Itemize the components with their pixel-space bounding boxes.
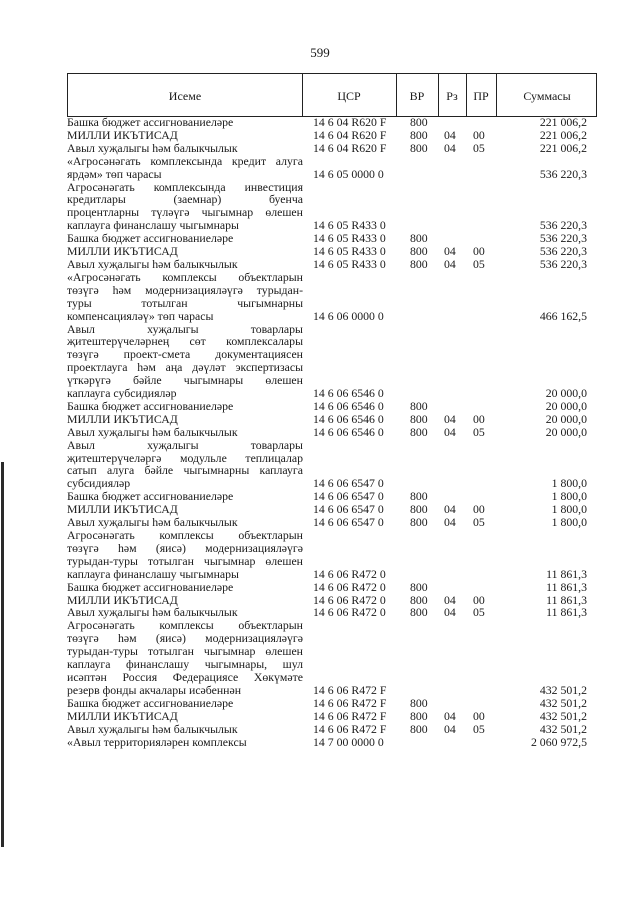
row-csr: 14 6 06 R472 0 — [313, 592, 386, 607]
row-name-line: төзүгә һәм (яисә) модернизацияләүгә — [67, 540, 303, 555]
row-sum: 11 861,3 — [546, 566, 587, 581]
table-body — [67, 116, 597, 748]
table-row — [67, 181, 597, 233]
row-name — [67, 710, 303, 723]
row-name-line: төзүгә һәм (яисә) модернизацияләүгә — [67, 631, 303, 646]
table-row — [67, 581, 597, 594]
row-name — [67, 439, 303, 491]
row-sum: 20 000,0 — [545, 398, 587, 413]
table-row — [67, 439, 597, 491]
row-sum: 1 800,0 — [551, 502, 587, 517]
row-name-line: проектлауга һәм аңа дәүләт экспертизасы — [67, 360, 303, 375]
row-pr: 00 — [473, 411, 485, 426]
row-rz: 04 — [444, 605, 456, 620]
row-csr: 14 6 06 R472 F — [313, 708, 387, 723]
row-name — [67, 619, 303, 696]
row-csr: 14 6 06 R472 F — [313, 682, 387, 697]
row-name-line: Башка бюджет ассигнованиеләре — [67, 231, 234, 246]
row-name-line: резерв фонды акчалары исәбеннән — [67, 682, 242, 697]
row-name-line: кредитлары (заемнар) буенча — [67, 192, 303, 207]
table-row — [67, 710, 597, 723]
table-row — [67, 258, 597, 271]
row-sum: 1 800,0 — [551, 476, 587, 491]
row-name — [67, 400, 303, 413]
row-pr: 05 — [473, 515, 485, 530]
row-pr: 05 — [473, 140, 485, 155]
row-rz: 04 — [444, 244, 456, 259]
row-csr: 14 6 06 6547 0 — [313, 476, 384, 491]
row-vr: 800 — [410, 592, 428, 607]
row-name-line: Авыл хуҗалыгы товарлары — [67, 437, 303, 452]
table-row — [67, 129, 597, 142]
table-header — [67, 73, 597, 117]
row-sum: 536 220,3 — [539, 244, 587, 259]
row-name — [67, 736, 303, 749]
row-rz: 04 — [444, 515, 456, 530]
row-name-line: субсидияләр — [67, 476, 131, 491]
row-pr: 00 — [473, 502, 485, 517]
row-name — [67, 129, 303, 142]
page-number: 599 — [310, 45, 330, 60]
row-vr: 800 — [410, 115, 428, 129]
row-vr: 800 — [410, 231, 428, 246]
row-rz: 04 — [444, 592, 456, 607]
row-name-line: Авыл хуҗалыгы һәм балыкчылык — [67, 140, 238, 155]
table-row — [67, 529, 597, 581]
row-vr: 800 — [410, 502, 428, 517]
row-csr: 14 6 04 R620 F — [313, 115, 387, 129]
row-name-line: МИЛЛИ ИКЪТИСАД — [67, 708, 178, 723]
row-name-line: Авыл хуҗалыгы һәм балыкчылык — [67, 721, 238, 736]
row-csr: 14 6 06 R472 0 — [313, 566, 386, 581]
row-name — [67, 697, 303, 710]
row-name-line: МИЛЛИ ИКЪТИСАД — [67, 411, 178, 426]
row-name — [67, 142, 303, 155]
row-name-line: ярдәм» төп чарасы — [67, 166, 162, 181]
table-row — [67, 413, 597, 426]
row-name-line: Авыл хуҗалыгы һәм балыкчылык — [67, 515, 238, 530]
row-name-line: Авыл хуҗалыгы һәм балыкчылык — [67, 605, 238, 620]
row-sum: 536 220,3 — [539, 256, 587, 271]
row-name-line: Башка бюджет ассигнованиеләре — [67, 398, 234, 413]
row-vr: 800 — [410, 244, 428, 259]
header-name: Исеме — [168, 89, 202, 103]
row-csr: 14 6 06 0000 0 — [313, 308, 384, 323]
row-vr: 800 — [410, 708, 428, 723]
row-sum: 221 006,2 — [539, 127, 587, 142]
row-csr: 14 6 06 6546 0 — [313, 411, 384, 426]
row-name — [67, 426, 303, 439]
row-name-line: төзүгә һәм модернизацияләүгә турыдан- — [67, 282, 303, 297]
table-row — [67, 116, 597, 129]
row-name-line: компенсацияләү» төп чарасы — [67, 308, 214, 323]
row-name-line: Агросәнәгать комплексы объектларын — [67, 618, 303, 633]
table-row — [67, 426, 597, 439]
row-rz: 04 — [444, 140, 456, 155]
header-pr: ПР — [473, 89, 489, 103]
row-name-line: үткәрүгә бәйле чыгымнары өлешен — [67, 373, 303, 388]
row-csr: 14 6 06 6546 0 — [313, 424, 384, 439]
row-name-line: җитештерүчеләргә модульле теплицалар — [67, 450, 303, 465]
row-sum: 432 501,2 — [539, 708, 587, 723]
table-row — [67, 400, 597, 413]
row-name — [67, 413, 303, 426]
row-csr: 14 6 04 R620 F — [313, 127, 387, 142]
header-sum: Суммасы — [523, 89, 571, 103]
row-rz: 04 — [444, 502, 456, 517]
row-sum: 536 220,3 — [539, 231, 587, 246]
scan-edge-mark — [1, 462, 4, 847]
row-csr: 14 6 05 0000 0 — [313, 166, 384, 181]
row-sum: 11 861,3 — [546, 592, 587, 607]
row-name — [67, 529, 303, 581]
row-vr: 800 — [410, 424, 428, 439]
row-name-line: Башка бюджет ассигнованиеләре — [67, 489, 234, 504]
row-name-line: каплауга финанслашу чыгымнары, шул — [67, 657, 303, 672]
row-name-line: «Агросәнәгать комплексы объектларын — [67, 269, 303, 284]
row-rz: 04 — [444, 708, 456, 723]
row-vr: 800 — [410, 140, 428, 155]
row-vr: 800 — [410, 489, 428, 504]
row-sum: 536 220,3 — [539, 166, 587, 181]
row-name-line: җитештерүчеләрнең сөт комплексалары — [67, 334, 303, 349]
row-sum: 536 220,3 — [539, 218, 587, 233]
row-csr: 14 6 05 R433 0 — [313, 231, 386, 246]
row-rz: 04 — [444, 721, 456, 736]
row-rz: 04 — [444, 424, 456, 439]
row-name-line: Авыл хуҗалыгы һәм балыкчылык — [67, 256, 238, 271]
row-vr: 800 — [410, 605, 428, 620]
table-row — [67, 697, 597, 710]
row-vr: 800 — [410, 515, 428, 530]
row-csr: 14 6 05 R433 0 — [313, 218, 386, 233]
row-sum: 1 800,0 — [551, 489, 587, 504]
table-row — [67, 723, 597, 736]
row-name-line: МИЛЛИ ИКЪТИСАД — [67, 127, 178, 142]
row-pr: 00 — [473, 127, 485, 142]
row-vr: 800 — [410, 579, 428, 594]
row-csr: 14 6 05 R433 0 — [313, 244, 386, 259]
row-rz: 04 — [444, 411, 456, 426]
row-name-line: МИЛЛИ ИКЪТИСАД — [67, 592, 178, 607]
row-sum: 221 006,2 — [539, 140, 587, 155]
row-name-line: турыдан-туры тотылган чыгымнар өлешен — [67, 644, 303, 659]
row-sum: 466 162,5 — [539, 308, 587, 323]
row-name — [67, 323, 303, 400]
table-row — [67, 155, 597, 181]
table-row — [67, 736, 597, 749]
row-pr: 00 — [473, 244, 485, 259]
row-name-line: турыдан-туры тотылган чыгымнар өлешен — [67, 553, 303, 568]
row-name-line: каплауга финанслашу чыгымнары — [67, 566, 239, 581]
table-row — [67, 619, 597, 696]
row-name-line: Башка бюджет ассигнованиеләре — [67, 579, 234, 594]
header-rz: Рз — [446, 89, 458, 103]
row-name-line: сатып алуга бәйле чыгымнарны каплауга — [67, 463, 303, 478]
row-name-line: төзүгә проект-смета документациясен — [67, 347, 303, 362]
row-csr: 14 6 04 R620 F — [313, 140, 387, 155]
row-csr: 14 6 06 R472 F — [313, 721, 387, 736]
row-csr: 14 6 06 R472 0 — [313, 605, 386, 620]
row-name — [67, 271, 303, 323]
row-name-line: каплауга финанслашу чыгымнары — [67, 218, 239, 233]
row-rz: 04 — [444, 256, 456, 271]
row-name — [67, 181, 303, 233]
row-pr: 05 — [473, 605, 485, 620]
row-pr: 00 — [473, 592, 485, 607]
row-pr: 00 — [473, 708, 485, 723]
row-name-line: Авыл хуҗалыгы һәм балыкчылык — [67, 424, 238, 439]
row-sum: 20 000,0 — [545, 386, 587, 401]
table-row — [67, 142, 597, 155]
row-name — [67, 581, 303, 594]
row-name — [67, 116, 303, 129]
row-sum: 432 501,2 — [539, 721, 587, 736]
row-sum: 11 861,3 — [546, 605, 587, 620]
row-csr: 14 6 06 R472 F — [313, 695, 387, 710]
row-csr: 14 6 06 6547 0 — [313, 502, 384, 517]
row-sum: 11 861,3 — [546, 579, 587, 594]
row-rz: 04 — [444, 127, 456, 142]
row-name-line: Агросәнәгать комплексында инвестиция — [67, 179, 303, 194]
row-name-line: Башка бюджет ассигнованиеләре — [67, 115, 234, 129]
row-sum: 1 800,0 — [551, 515, 587, 530]
row-name-line: МИЛЛИ ИКЪТИСАД — [67, 502, 178, 517]
row-name — [67, 258, 303, 271]
header-vr: ВР — [409, 89, 425, 103]
row-sum: 20 000,0 — [545, 424, 587, 439]
row-name-line: Авыл хуҗалыгы товарлары — [67, 321, 303, 336]
row-sum: 432 501,2 — [539, 695, 587, 710]
table-row — [67, 323, 597, 400]
row-name-line: Башка бюджет ассигнованиеләре — [67, 695, 234, 710]
row-sum: 432 501,2 — [539, 682, 587, 697]
row-name-line: каплауга субсидияләр — [67, 386, 177, 401]
row-csr: 14 6 06 6547 0 — [313, 515, 384, 530]
row-name-line: процентларны түләүгә чыгымнар өлешен — [67, 205, 303, 220]
row-vr: 800 — [410, 127, 428, 142]
row-vr: 800 — [410, 398, 428, 413]
row-csr: 14 6 06 6547 0 — [313, 489, 384, 504]
row-name-line: МИЛЛИ ИКЪТИСАД — [67, 244, 178, 259]
row-pr: 05 — [473, 256, 485, 271]
row-name-line: туры тотылган чыгымнарны — [67, 295, 303, 310]
row-name — [67, 155, 303, 181]
row-vr: 800 — [410, 721, 428, 736]
row-pr: 05 — [473, 721, 485, 736]
row-vr: 800 — [410, 695, 428, 710]
row-sum: 20 000,0 — [545, 411, 587, 426]
row-vr: 800 — [410, 256, 428, 271]
row-csr: 14 6 06 6546 0 — [313, 398, 384, 413]
row-name-line: «Агросәнәгать комплексында кредит алуга — [67, 153, 303, 168]
row-vr: 800 — [410, 411, 428, 426]
header-csr: ЦСР — [337, 89, 361, 103]
row-name-line: «Авыл территорияләрен комплексы — [67, 734, 247, 749]
row-name — [67, 723, 303, 736]
row-name-line: исәптән Россия Федерациясе Хөкүмәте — [67, 669, 303, 684]
row-name-line: Агросәнәгать комплексы объектларын — [67, 528, 303, 542]
row-csr: 14 6 05 R433 0 — [313, 256, 386, 271]
row-csr: 14 7 00 0000 0 — [313, 734, 384, 749]
row-csr: 14 6 06 R472 0 — [313, 579, 386, 594]
row-sum: 221 006,2 — [539, 115, 587, 129]
row-pr: 05 — [473, 424, 485, 439]
row-sum: 2 060 972,5 — [530, 734, 587, 749]
row-csr: 14 6 06 6546 0 — [313, 386, 384, 401]
table-row — [67, 271, 597, 323]
